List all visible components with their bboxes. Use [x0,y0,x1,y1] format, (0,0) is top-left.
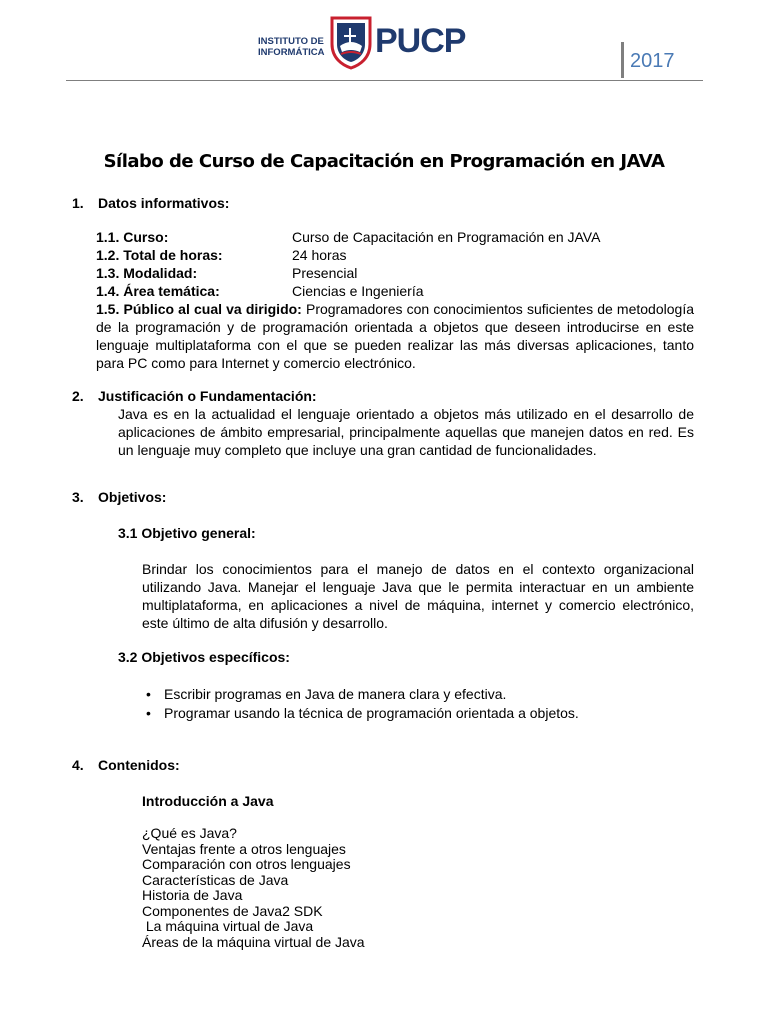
info-label-area: 1.4. Área temática: [96,283,220,299]
list-item: ¿Qué es Java? [142,825,237,841]
list-item: Áreas de la máquina virtual de Java [142,933,365,950]
bullet-icon: • [146,686,151,702]
info-label-hours: 1.2. Total de horas: [96,247,223,263]
brand-wordmark: PUCP [375,22,466,60]
target-audience-text: Programadores con conocimientos suficientes de metodología de la programación y de programación orientada a objetos que deseen introducirse en este lenguaje multiplataforma con el que se pueden realizar las más diversas aplicaciones, tanto para PC como para Internet y comercio electrónico. [96,301,694,371]
info-value-course: Curso de Capacitación en Programación en JAVA [292,229,601,245]
contents-list [142,826,365,950]
list-item: Componentes de Java2 SDK [142,902,323,919]
university-crest-icon [328,14,374,70]
general-objective-text: Brindar los conocimientos para el manejo de datos en el contexto organizacional utilizando Java. Manejar el lenguaje Java que le permita interactuar en un ambiente multiplataforma, en aplicaciones a nivel de máquina, internet y comercio electrónico, este último de alta difusión y desarrollo. [142,561,694,631]
institute-line-2: INFORMÁTICA [258,47,325,58]
specific-objective-text: Escribir programas en Java de manera clara y efectiva. [164,686,507,702]
list-item: Ventajas frente a otros lenguajes [142,840,346,857]
contents-subheading: Introducción a Java [142,793,274,809]
section-1-title: Datos informativos: [98,195,230,211]
document-year: 2017 [630,50,675,72]
section-2-title: Justificación o Fundamentación: [98,388,317,404]
institute-name [258,36,325,58]
info-row [96,265,696,283]
section-2-number: 2. [72,388,84,404]
section-3-title: Objetivos: [98,489,167,505]
info-label-course: 1.1. Curso: [96,229,169,245]
list-item: Comparación con otros lenguajes [142,856,351,872]
section-4-number: 4. [72,757,84,773]
justification-text: Java es en la actualidad el lenguaje orientado a objetos más utilizado en el desarrollo de aplicaciones de ámbito empresarial, principalmente aquellas que manejen datos en red. Es un lenguaje muy completo que incluye una gran cantidad de funcionalidades. [118,406,694,458]
header-rule [66,80,703,81]
institute-line-1: INSTITUTO DE [258,36,324,47]
year-divider [621,42,624,78]
info-value-area: Ciencias e Ingeniería [292,283,424,299]
specific-objectives-heading: 3.2 Objetivos específicos: [118,649,290,665]
section-3-number: 3. [72,489,84,505]
list-item [140,685,700,704]
target-audience [96,300,694,372]
section-3-heading [72,489,166,505]
document-title: Sílabo de Curso de Capacitación en Programación en JAVA [103,151,665,172]
course-info-table [96,229,696,301]
specific-objective-text: Programar usando la técnica de programación orientada a objetos. [164,705,579,721]
section-2-heading [72,388,317,404]
section-4-title: Contenidos: [98,757,180,773]
info-label-modality: 1.3. Modalidad: [96,265,198,281]
bullet-icon: • [146,705,151,721]
general-objective-heading: 3.1 Objetivo general: [118,525,256,541]
list-item [140,704,700,723]
info-row [96,247,696,265]
info-value-modality: Presencial [292,265,358,281]
specific-objectives-list [140,685,700,723]
list-item: Historia de Java [142,887,243,903]
info-row [96,229,696,247]
section-1-number: 1. [72,195,84,211]
list-item: Características de Java [142,871,289,888]
info-value-hours: 24 horas [292,247,347,263]
info-row [96,283,696,301]
section-4-heading [72,757,180,773]
list-item: La máquina virtual de Java [142,918,314,934]
target-audience-label: 1.5. Público al cual va dirigido: [96,301,302,317]
section-1-heading [72,195,229,211]
